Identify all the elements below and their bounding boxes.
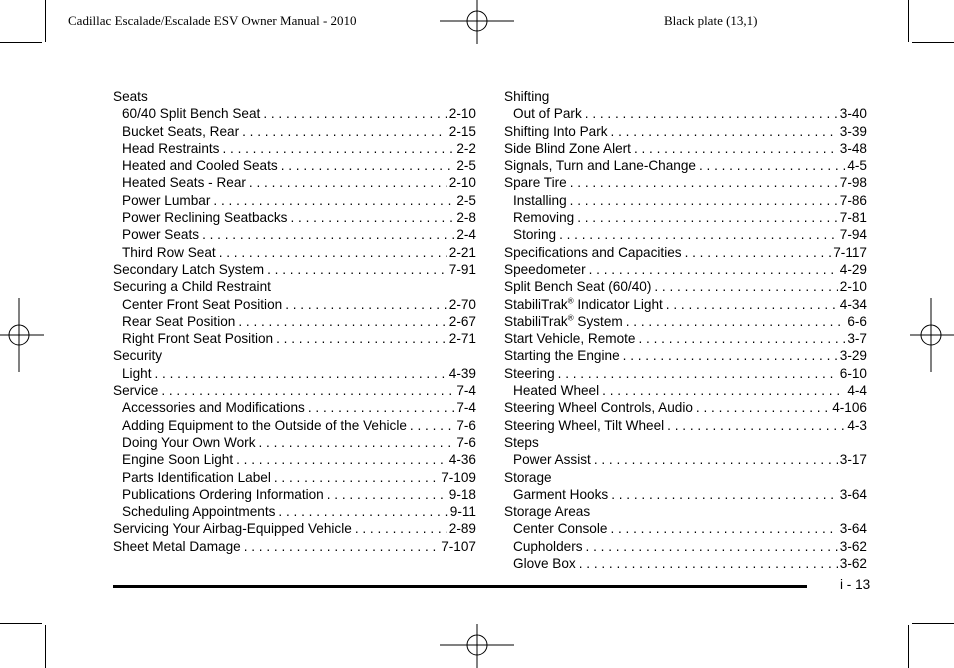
- dot-leader: [579, 555, 838, 572]
- index-entry: [113, 174, 476, 191]
- index-entry: [504, 520, 867, 537]
- index-entry: [504, 417, 867, 434]
- entry-page: 7-86: [839, 192, 867, 208]
- entry-page: 2-89: [448, 521, 476, 537]
- entry-label: Seats: [113, 89, 148, 104]
- dot-leader: [685, 244, 832, 261]
- index-entry: [113, 123, 476, 140]
- dot-leader: [586, 538, 838, 555]
- registration-mark-bottom: [440, 624, 514, 668]
- dot-leader: [585, 105, 838, 122]
- entry-page: 4-29: [839, 261, 867, 277]
- entry-label: Security: [113, 348, 163, 364]
- dot-leader: [244, 538, 440, 555]
- index-entry: [504, 330, 867, 347]
- index-entry: [504, 451, 867, 468]
- entry-page: 2-70: [448, 296, 476, 312]
- index-entry: [113, 105, 476, 122]
- dot-leader: [202, 226, 454, 243]
- entry-page: 4-34: [839, 296, 867, 312]
- entry-page: 2-10: [448, 175, 476, 191]
- index-entry: [504, 486, 867, 503]
- index-entry: [504, 296, 867, 313]
- entry-label: Scheduling Appointments: [122, 504, 276, 520]
- dot-leader: [263, 105, 446, 122]
- dot-leader: [558, 365, 838, 382]
- dot-leader: [696, 399, 830, 416]
- index-entry: [113, 192, 476, 209]
- entry-page: 7-6: [456, 434, 476, 450]
- index-entry: [113, 157, 476, 174]
- entry-label: Center Console: [513, 521, 608, 537]
- entry-label: Center Front Seat Position: [122, 296, 283, 312]
- entry-label: Signals, Turn and Lane-Change: [504, 158, 696, 174]
- dot-leader: [559, 226, 838, 243]
- index-entry: [504, 105, 867, 122]
- entry-page: 2-67: [448, 313, 476, 329]
- entry-page: 4-3: [847, 417, 867, 433]
- registration-mark-left: [0, 298, 44, 372]
- index-entry: [113, 434, 476, 451]
- dot-leader: [634, 140, 838, 157]
- entry-label: Heated Wheel: [513, 383, 600, 399]
- entry-page: 2-15: [448, 123, 476, 139]
- dot-leader: [249, 174, 447, 191]
- entry-label: Heated and Cooled Seats: [122, 158, 278, 174]
- index-entry: [504, 226, 867, 243]
- entry-page: 7-6: [456, 417, 476, 433]
- entry-page: 3-64: [839, 521, 867, 537]
- entry-page: 7-109: [441, 469, 476, 485]
- entry-label: Service: [113, 383, 159, 399]
- dot-leader: [654, 278, 837, 295]
- entry-page: 3-7: [847, 331, 867, 347]
- index-column-right: [504, 88, 867, 572]
- entry-page: 3-29: [839, 348, 867, 364]
- index-entry: [504, 140, 867, 157]
- entry-page: 7-4: [456, 383, 476, 399]
- dot-leader: [667, 417, 845, 434]
- entry-label: Storage: [504, 469, 552, 485]
- entry-label: Steering Wheel, Tilt Wheel: [504, 417, 665, 433]
- entry-page: 7-98: [839, 175, 867, 191]
- dot-leader: [274, 469, 439, 486]
- entry-page: 2-5: [456, 192, 476, 208]
- entry-page: 6-10: [839, 365, 867, 381]
- entry-page: 2-71: [448, 331, 476, 347]
- entry-label: Storing: [513, 227, 557, 243]
- dot-leader: [611, 123, 838, 140]
- entry-label: Power Seats: [122, 227, 200, 243]
- index-entry: [113, 330, 476, 347]
- index-entry: [113, 538, 476, 555]
- entry-label: Bucket Seats, Rear: [122, 123, 240, 139]
- index-entry: [504, 192, 867, 209]
- entry-label: Removing: [513, 210, 575, 226]
- entry-page: 6-6: [847, 313, 867, 329]
- entry-label: Spare Tire: [504, 175, 567, 191]
- entry-label: Accessories and Modifications: [122, 400, 305, 416]
- dot-leader: [154, 365, 446, 382]
- index-entry: [504, 261, 867, 278]
- index-entry: [504, 209, 867, 226]
- entry-label: Storage Areas: [504, 504, 591, 520]
- dot-leader: [267, 261, 447, 278]
- index-entry: [113, 399, 476, 416]
- dot-leader: [161, 382, 454, 399]
- registered-mark: ®: [567, 313, 574, 323]
- index-entry: [113, 244, 476, 261]
- entry-page: 7-81: [839, 210, 867, 226]
- index-entry: [113, 88, 476, 105]
- entry-page: 3-64: [839, 486, 867, 502]
- dot-leader: [276, 330, 447, 347]
- dot-leader: [259, 434, 455, 451]
- entry-label: Installing: [513, 192, 567, 208]
- entry-label: Head Restraints: [122, 140, 220, 156]
- entry-page: 3-62: [839, 556, 867, 572]
- entry-page: 9-11: [449, 504, 476, 520]
- entry-page: 4-5: [847, 158, 867, 174]
- entry-page: 4-4: [847, 383, 867, 399]
- entry-label: Steering: [504, 365, 555, 381]
- entry-label: Securing a Child Restraint: [113, 279, 271, 295]
- entry-page: 7-91: [448, 261, 476, 277]
- entry-label: 60/40 Split Bench Seat: [122, 106, 261, 122]
- entry-label: Side Blind Zone Alert: [504, 140, 631, 156]
- entry-label: Sheet Metal Damage: [113, 538, 241, 554]
- index-column-left: [113, 88, 476, 555]
- registration-mark-right: [910, 298, 954, 372]
- entry-label: Steering Wheel Controls, Audio: [504, 400, 693, 416]
- dot-leader: [290, 209, 454, 226]
- index-entry: [113, 451, 476, 468]
- entry-label: Out of Park: [513, 106, 582, 122]
- entry-page: 2-5: [456, 158, 476, 174]
- index-entry: [504, 365, 867, 382]
- index-entry: [504, 123, 867, 140]
- dot-leader: [219, 244, 447, 261]
- entry-page: 9-18: [448, 486, 476, 502]
- entry-label: StabiliTrak® System: [504, 313, 623, 329]
- page-number: i - 13: [840, 577, 871, 592]
- index-entry: [113, 503, 476, 520]
- entry-label: Doing Your Own Work: [122, 434, 256, 450]
- dot-leader: [570, 174, 838, 191]
- entry-label: Split Bench Seat (60/40): [504, 279, 652, 295]
- index-entry: [113, 486, 476, 503]
- entry-page: 4-36: [448, 452, 476, 468]
- index-entry: [504, 347, 867, 364]
- index-entry: [504, 399, 867, 416]
- dot-leader: [355, 520, 447, 537]
- entry-label: Secondary Latch System: [113, 261, 265, 277]
- dot-leader: [626, 313, 846, 330]
- entry-page: 7-94: [839, 227, 867, 243]
- entry-label: Rear Seat Position: [122, 313, 236, 329]
- index-entry: [504, 88, 867, 105]
- dot-leader: [610, 520, 837, 537]
- entry-page: 2-2: [456, 140, 476, 156]
- index-entry: [504, 157, 867, 174]
- entry-page: 2-10: [448, 106, 476, 122]
- entry-page: 7-4: [456, 400, 476, 416]
- entry-label: Starting the Engine: [504, 348, 620, 364]
- dot-leader: [285, 296, 447, 313]
- index-entry: [113, 347, 476, 364]
- entry-page: 3-39: [839, 123, 867, 139]
- entry-label: Start Vehicle, Remote: [504, 331, 636, 347]
- entry-label: Right Front Seat Position: [122, 331, 274, 347]
- entry-label: Power Assist: [513, 452, 591, 468]
- dot-leader: [222, 140, 454, 157]
- index-entry: [113, 209, 476, 226]
- index-entry: [504, 503, 867, 520]
- entry-label: Glove Box: [513, 556, 576, 572]
- registered-mark: ®: [567, 296, 574, 306]
- index-entry: [113, 469, 476, 486]
- dot-leader: [594, 451, 838, 468]
- header-title: Cadillac Escalade/Escalade ESV Owner Manual - 2010: [68, 13, 357, 28]
- dot-leader: [410, 417, 454, 434]
- index-entry: [504, 278, 867, 295]
- dot-leader: [570, 192, 838, 209]
- entry-page: 4-106: [832, 400, 867, 416]
- index-entry: [504, 555, 867, 572]
- index-entry: [113, 313, 476, 330]
- entry-page: 3-62: [839, 538, 867, 554]
- index-entry: [504, 434, 867, 451]
- entry-page: 7-107: [441, 538, 476, 554]
- dot-leader: [281, 157, 455, 174]
- entry-label: Cupholders: [513, 538, 583, 554]
- entry-label: Heated Seats - Rear: [122, 175, 246, 191]
- dot-leader: [699, 157, 845, 174]
- entry-page: 2-8: [456, 210, 476, 226]
- index-entry: [504, 538, 867, 555]
- entry-label: Specifications and Capacities: [504, 244, 682, 260]
- entry-page: 3-48: [839, 140, 867, 156]
- index-entry: [113, 261, 476, 278]
- dot-leader: [577, 209, 838, 226]
- index-entry: [504, 313, 867, 330]
- index-entry: [113, 520, 476, 537]
- dot-leader: [602, 382, 845, 399]
- index-entry: [504, 469, 867, 486]
- dot-leader: [242, 123, 447, 140]
- dot-leader: [611, 486, 838, 503]
- index-entry: [113, 140, 476, 157]
- index-entry: [113, 417, 476, 434]
- entry-page: 2-4: [456, 227, 476, 243]
- index-entry: [113, 382, 476, 399]
- entry-label: Adding Equipment to the Outside of the Vehicle: [122, 417, 407, 433]
- dot-leader: [589, 261, 838, 278]
- entry-label: Power Reclining Seatbacks: [122, 210, 288, 226]
- dot-leader: [278, 503, 447, 520]
- entry-label: Steps: [504, 434, 539, 450]
- index-entry: [504, 174, 867, 191]
- entry-page: 2-21: [448, 244, 476, 260]
- index-entry: [504, 382, 867, 399]
- dot-leader: [638, 330, 845, 347]
- entry-label: Parts Identification Label: [122, 469, 271, 485]
- entry-page: 2-10: [839, 279, 867, 295]
- entry-page: 3-17: [839, 452, 867, 468]
- index-entry: [113, 226, 476, 243]
- index-entry: [504, 244, 867, 261]
- entry-label: Garment Hooks: [513, 486, 609, 502]
- entry-label: StabiliTrak® Indicator Light: [504, 296, 663, 312]
- entry-label: Light: [122, 365, 152, 381]
- index-entry: [113, 278, 476, 295]
- index-entry: [113, 296, 476, 313]
- entry-label: Publications Ordering Information: [122, 486, 324, 502]
- entry-label: Speedometer: [504, 261, 586, 277]
- entry-label: Shifting Into Park: [504, 123, 608, 139]
- dot-leader: [623, 347, 838, 364]
- entry-label: Engine Soon Light: [122, 452, 234, 468]
- entry-page: 4-39: [448, 365, 476, 381]
- footer-rule: [113, 585, 807, 588]
- entry-label: Shifting: [504, 89, 550, 104]
- entry-page: 3-40: [839, 106, 867, 122]
- entry-label: Power Lumbar: [122, 192, 211, 208]
- index-entry: [113, 365, 476, 382]
- header-plate: Black plate (13,1): [664, 13, 758, 28]
- dot-leader: [327, 486, 447, 503]
- dot-leader: [308, 399, 454, 416]
- entry-page: 7-117: [833, 244, 867, 260]
- dot-leader: [236, 451, 447, 468]
- registration-mark-top: [440, 0, 514, 44]
- dot-leader: [238, 313, 446, 330]
- dot-leader: [213, 192, 454, 209]
- entry-label: Servicing Your Airbag-Equipped Vehicle: [113, 521, 352, 537]
- dot-leader: [666, 296, 838, 313]
- entry-label: Third Row Seat: [122, 244, 216, 260]
